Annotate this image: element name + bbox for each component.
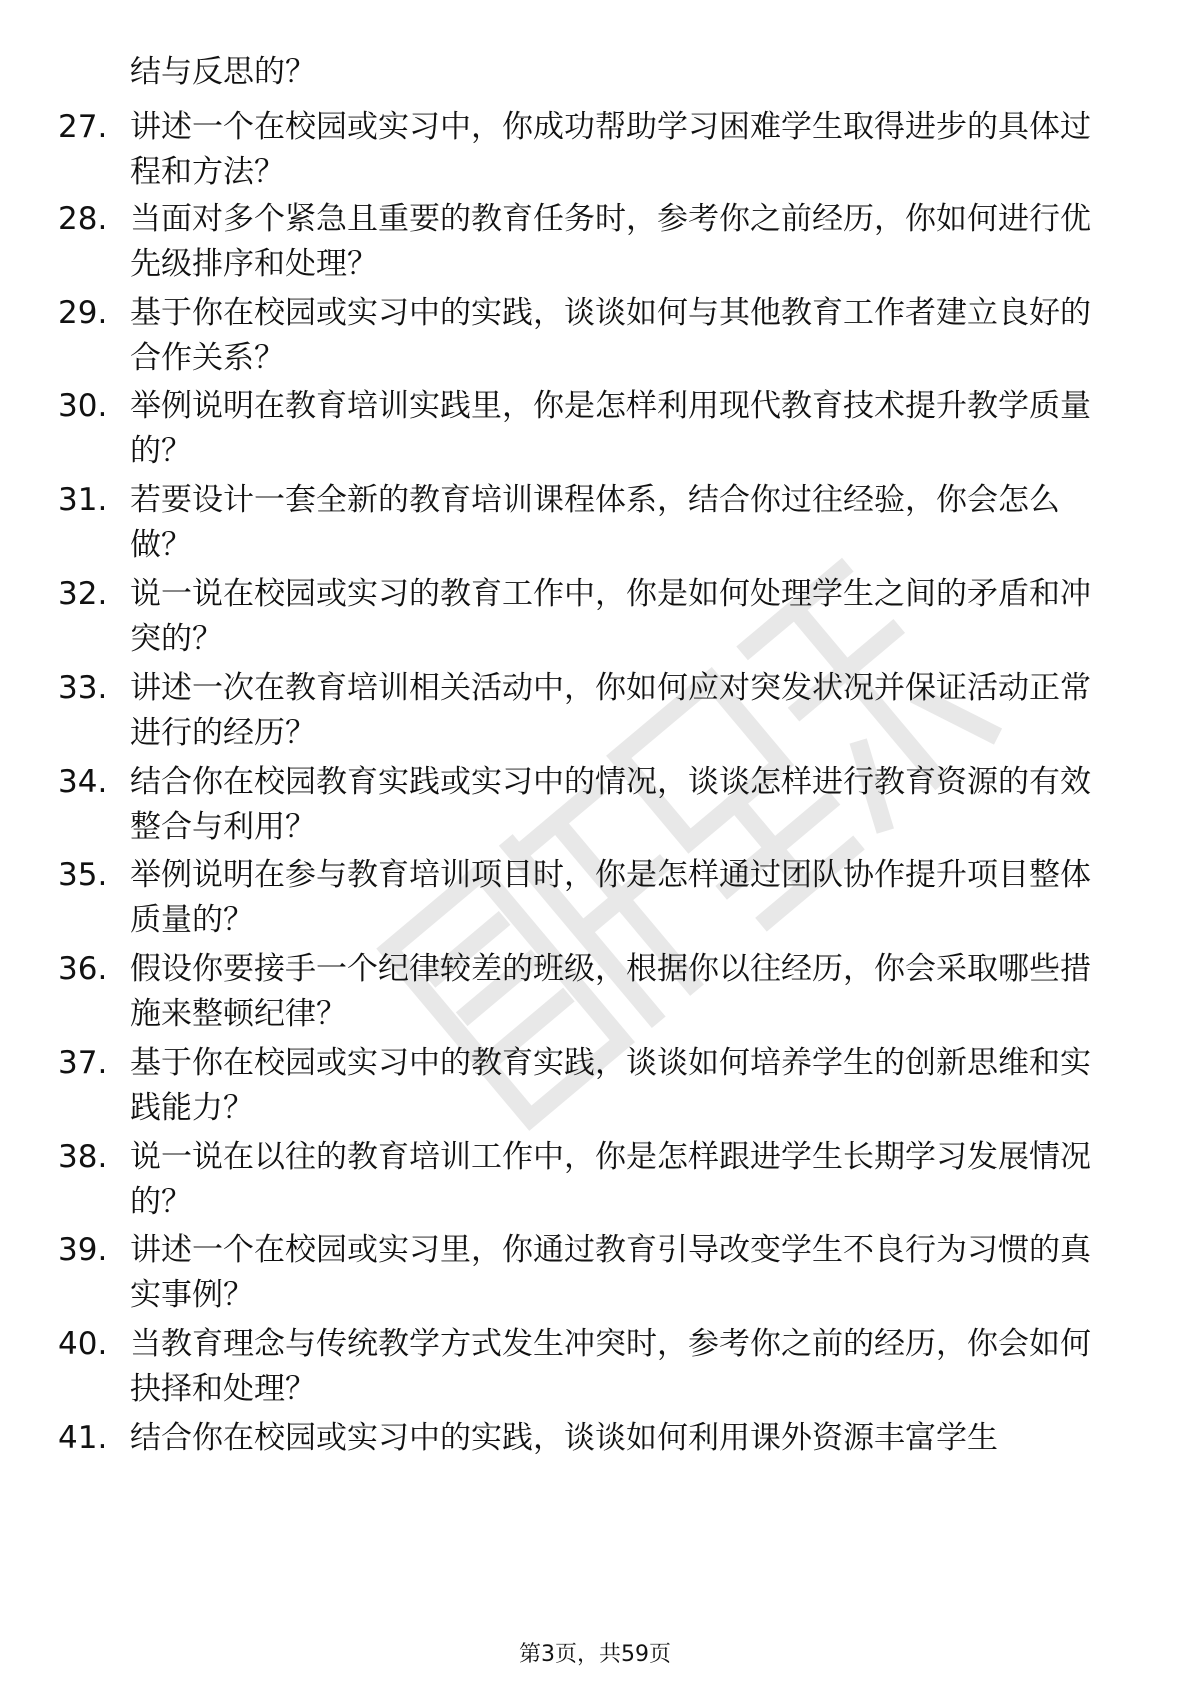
question-number: 41. xyxy=(58,1420,108,1456)
question-text: 讲述一次在教育培训相关活动中，你如何应对突发状况并保证活动正常进行的经历？ xyxy=(130,670,1091,751)
question-text: 讲述一个在校园或实习中，你成功帮助学习困难学生取得进步的具体过程和方法？ xyxy=(130,109,1091,190)
page-number-label: 第3页，共59页 xyxy=(519,1642,671,1667)
list-item xyxy=(0,105,1190,195)
list-item xyxy=(0,572,1190,662)
question-text: 结合你在校园教育实践或实习中的情况，谈谈怎样进行教育资源的有效整合与利用？ xyxy=(130,764,1091,845)
list-item xyxy=(0,291,1190,381)
question-number: 37. xyxy=(58,1045,108,1081)
question-text: 若要设计一套全新的教育培训课程体系，结合你过往经验，你会怎么做？ xyxy=(130,482,1060,563)
list-item xyxy=(0,1228,1190,1318)
question-text: 假设你要接手一个纪律较差的班级，根据你以往经历，你会采取哪些措施来整顿纪律？ xyxy=(130,951,1091,1032)
question-number: 35. xyxy=(58,857,108,893)
question-text: 当面对多个紧急且重要的教育任务时，参考你之前经历，你如何进行优先级排序和处理？ xyxy=(130,201,1091,282)
question-number: 29. xyxy=(58,295,108,331)
question-text: 举例说明在参与教育培训项目时，你是怎样通过团队协作提升项目整体质量的？ xyxy=(130,857,1091,938)
question-number: 34. xyxy=(58,764,108,800)
question-number: 32. xyxy=(58,576,108,612)
list-item xyxy=(0,1135,1190,1225)
list-item xyxy=(0,853,1190,943)
page-footer xyxy=(0,1640,1190,1670)
question-number: 36. xyxy=(58,951,108,987)
question-number: 27. xyxy=(58,109,108,145)
question-text: 讲述一个在校园或实习里，你通过教育引导改变学生不良行为习惯的真实事例？ xyxy=(130,1232,1091,1313)
question-number: 30. xyxy=(58,388,108,424)
question-text: 说一说在校园或实习的教育工作中，你是如何处理学生之间的矛盾和冲突的？ xyxy=(130,576,1091,657)
list-item xyxy=(0,1322,1190,1412)
question-text: 结合你在校园或实习中的实践，谈谈如何利用课外资源丰富学生 xyxy=(130,1420,998,1456)
question-text: 基于你在校园或实习中的教育实践，谈谈如何培养学生的创新思维和实践能力？ xyxy=(130,1045,1091,1126)
list-item xyxy=(0,197,1190,287)
list-item xyxy=(0,760,1190,850)
question-number: 31. xyxy=(58,482,108,518)
question-number: 38. xyxy=(58,1139,108,1175)
list-item xyxy=(0,384,1190,474)
list-item xyxy=(0,1041,1190,1131)
question-text: 举例说明在教育培训实践里，你是怎样利用现代教育技术提升教学质量的？ xyxy=(130,388,1091,469)
question-text: 说一说在以往的教育培训工作中，你是怎样跟进学生长期学习发展情况的？ xyxy=(130,1139,1091,1220)
question-text: 基于你在校园或实习中的实践，谈谈如何与其他教育工作者建立良好的合作关系？ xyxy=(130,295,1091,376)
question-number: 28. xyxy=(58,201,108,237)
question-number: 39. xyxy=(58,1232,108,1268)
question-number: 33. xyxy=(58,670,108,706)
question-text: 结与反思的？ xyxy=(130,54,316,90)
question-text: 当教育理念与传统教学方式发生冲突时，参考你之前的经历，你会如何抉择和处理？ xyxy=(130,1326,1091,1407)
question-number: 40. xyxy=(58,1326,108,1362)
list-item xyxy=(0,666,1190,756)
list-item xyxy=(0,947,1190,1037)
list-item xyxy=(0,478,1190,568)
list-item xyxy=(0,1416,1190,1506)
